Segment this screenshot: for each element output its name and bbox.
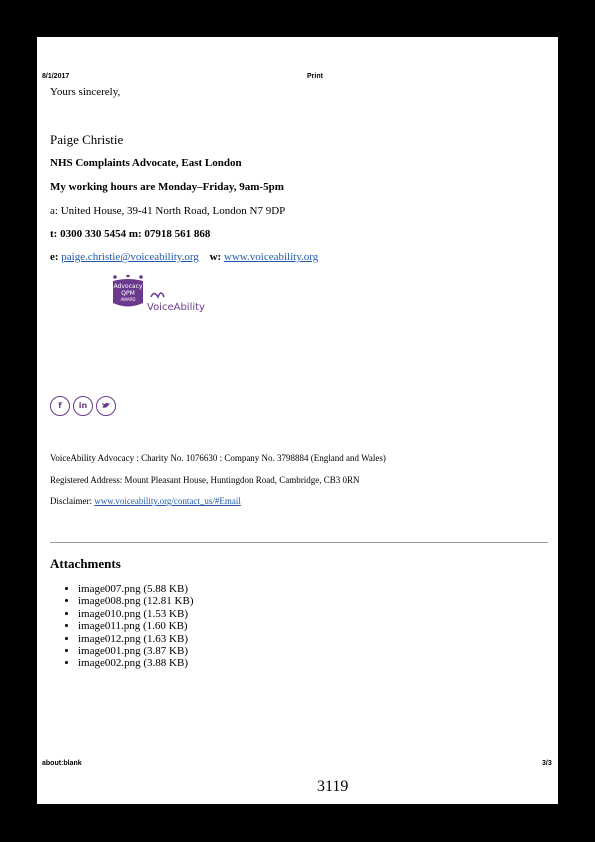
registered-address: Registered Address: Mount Pleasant House, Huntingdon Road, Cambridge, CB3 0RN xyxy=(50,475,360,485)
disclaimer-label: Disclaimer: xyxy=(50,496,92,506)
attachment-item[interactable]: • image007.png (5.88 KB) xyxy=(78,583,193,595)
print-title: Print xyxy=(307,73,323,80)
sender-name: Paige Christie xyxy=(50,132,124,147)
attachment-item[interactable]: • image011.png (1.60 KB) xyxy=(78,620,193,632)
print-page xyxy=(37,37,558,804)
award-line2: QPM xyxy=(121,290,135,297)
linkedin-icon[interactable]: in xyxy=(73,396,93,416)
phone-line: t: 0300 330 5454 m: 07918 561 868 xyxy=(50,228,211,240)
award-line3: AWARD xyxy=(120,297,136,302)
disclaimer-line xyxy=(50,496,241,506)
award-line1: Advocacy xyxy=(113,283,143,290)
address-line: a: United House, 39-41 North Road, London N7 9DP xyxy=(50,205,286,217)
facebook-icon[interactable]: f xyxy=(50,396,70,416)
working-hours: My working hours are Monday–Friday, 9am-5pm xyxy=(50,181,284,193)
divider xyxy=(50,542,548,543)
attachment-item[interactable]: • image001.png (3.87 KB) xyxy=(78,645,193,657)
brand-mark-icon xyxy=(151,293,164,297)
disclaimer-link[interactable]: www.voiceability.org/contact_us/#Email xyxy=(94,496,241,506)
twitter-icon[interactable] xyxy=(96,396,116,416)
voiceability-logo xyxy=(111,275,211,315)
email-label: e: xyxy=(50,251,59,263)
sender-role: NHS Complaints Advocate, East London xyxy=(50,157,242,169)
attachment-item[interactable]: • image008.png (12.81 KB) xyxy=(78,595,193,607)
attachments-list xyxy=(62,583,193,670)
attachment-item[interactable]: • image012.png (1.63 KB) xyxy=(78,633,193,645)
print-page-count: 3/3 xyxy=(542,760,552,767)
award-badge xyxy=(113,275,143,307)
contact-line xyxy=(50,251,318,263)
brand-wordmark: VoiceAbility xyxy=(147,302,205,313)
company-info: VoiceAbility Advocacy : Charity No. 1076630 : Company No. 3798884 (England and Wales) xyxy=(50,453,386,463)
email-link[interactable]: paige.christie@voiceability.org xyxy=(61,251,199,263)
attachments-heading: Attachments xyxy=(50,556,121,571)
attachment-item[interactable]: • image010.png (1.53 KB) xyxy=(78,608,193,620)
closing-text: Yours sincerely, xyxy=(50,86,121,98)
page-number: 3119 xyxy=(317,778,349,795)
web-link[interactable]: www.voiceability.org xyxy=(223,251,319,263)
print-url: about:blank xyxy=(42,760,82,767)
web-label: w: xyxy=(209,251,222,263)
attachment-item[interactable]: • image002.png (3.88 KB) xyxy=(78,657,193,669)
print-date: 8/1/2017 xyxy=(42,73,70,80)
